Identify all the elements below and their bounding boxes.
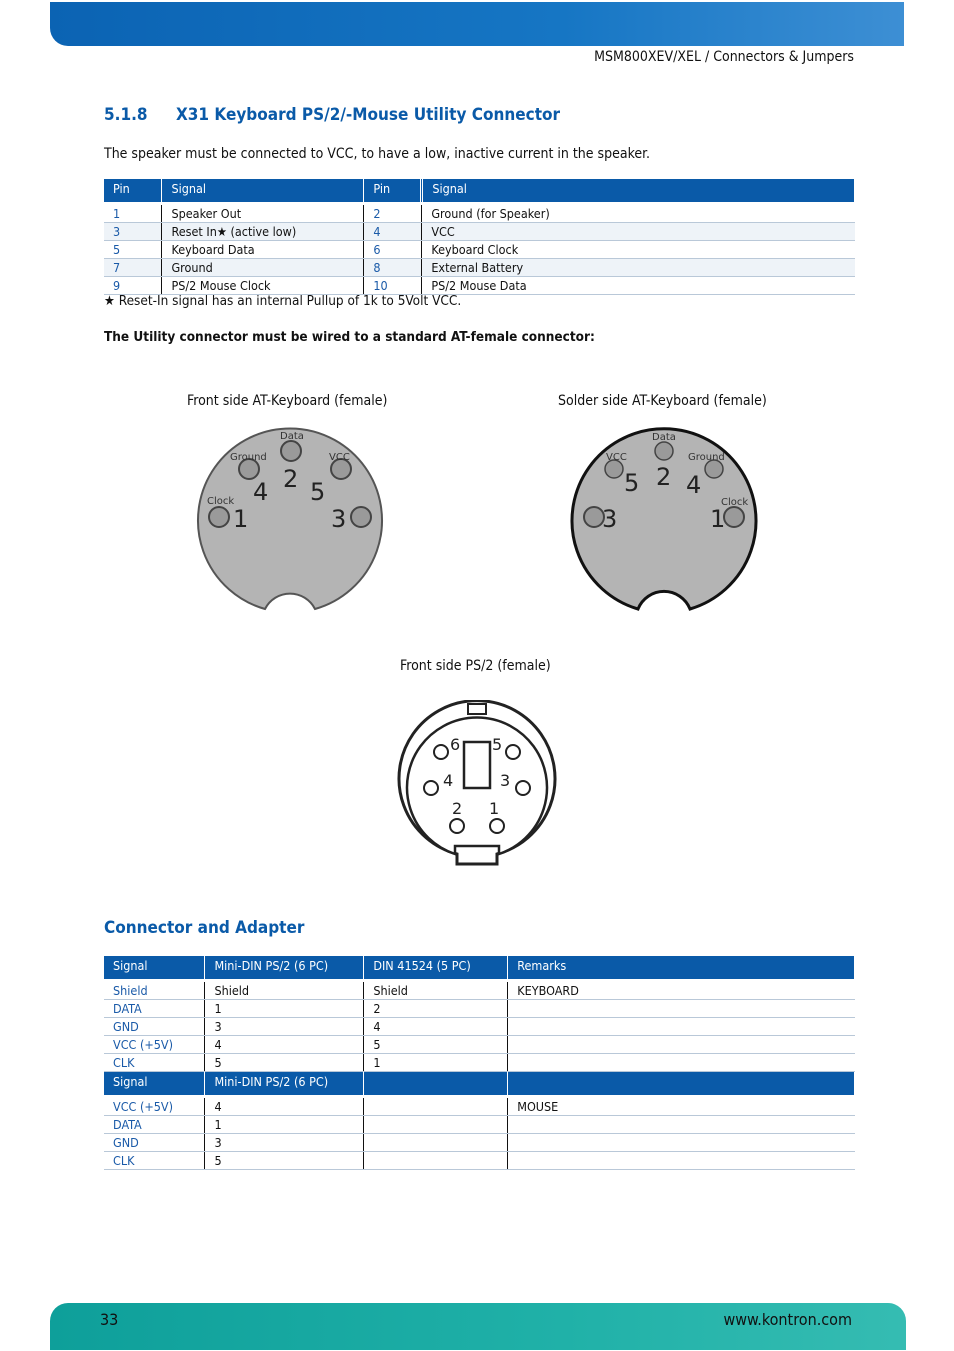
table-row xyxy=(104,277,855,295)
vcc-label: VCC xyxy=(329,452,350,463)
pin-number: 1 xyxy=(710,505,726,533)
pin-cell: 3 xyxy=(104,223,162,241)
pin-number: 2 xyxy=(656,463,672,491)
pin-table-header xyxy=(104,179,855,202)
signal-cell: Ground xyxy=(162,259,364,277)
remarks-cell xyxy=(508,1018,855,1036)
adapter-table xyxy=(104,956,855,1170)
section-title: X31 Keyboard PS/2/-Mouse Utility Connector xyxy=(176,105,561,125)
table-row xyxy=(104,241,855,259)
signal-cell: DATA xyxy=(104,1115,205,1133)
pin-3-hole xyxy=(584,507,604,527)
pin-number: 4 xyxy=(443,771,454,790)
vcc-label: VCC xyxy=(606,452,627,463)
footnote: ★ Reset-In signal has an internal Pullup of 1k to 5Volt VCC. xyxy=(104,293,462,309)
pin-number: 3 xyxy=(331,505,347,533)
pin-cell: 9 xyxy=(104,277,162,295)
signal-cell: VCC (+5V) xyxy=(104,1098,205,1116)
table-row xyxy=(104,1133,855,1151)
signal-cell: PS/2 Mouse Clock xyxy=(162,277,364,295)
header-cell xyxy=(364,1072,508,1095)
din-cell: 2 xyxy=(364,1000,508,1018)
table-row xyxy=(104,982,855,1000)
minidin-cell: 1 xyxy=(205,1115,364,1133)
pin-cell: 7 xyxy=(104,259,162,277)
pin-number: 4 xyxy=(253,478,269,506)
clock-label: Clock xyxy=(207,496,235,507)
signal-cell: External Battery xyxy=(422,259,855,277)
table-row xyxy=(104,1018,855,1036)
pin-number: 4 xyxy=(686,471,702,499)
din-cell xyxy=(364,1098,508,1116)
pin-cell: 2 xyxy=(364,205,422,223)
adapter-table-header xyxy=(104,956,855,979)
document-title: MSM800XEV/XEL / Connectors & Jumpers xyxy=(594,49,854,65)
header-cell: Signal xyxy=(104,956,205,979)
signal-cell: PS/2 Mouse Data xyxy=(422,277,855,295)
table-row xyxy=(104,1098,855,1116)
front-at-caption: Front side AT-Keyboard (female) xyxy=(187,393,388,409)
header-cell: Mini-DIN PS/2 (6 PC) xyxy=(205,956,364,979)
remarks-cell xyxy=(508,1115,855,1133)
pin-cell: 1 xyxy=(104,205,162,223)
remarks-cell xyxy=(508,1133,855,1151)
remarks-cell xyxy=(508,1054,855,1072)
header-cell: DIN 41524 (5 PC) xyxy=(364,956,508,979)
remarks-cell: KEYBOARD xyxy=(508,982,855,1000)
signal-cell: Speaker Out xyxy=(162,205,364,223)
footer-url: www.kontron.com xyxy=(723,1310,852,1329)
header-cell xyxy=(508,1072,855,1095)
remarks-cell xyxy=(508,1000,855,1018)
minidin-cell: 3 xyxy=(205,1018,364,1036)
pin-1-hole xyxy=(209,507,229,527)
pin-number: 1 xyxy=(489,799,500,818)
din-cell: 4 xyxy=(364,1018,508,1036)
table-row xyxy=(104,223,855,241)
table-row xyxy=(104,205,855,223)
table-row xyxy=(104,1115,855,1133)
minidin-cell: 5 xyxy=(205,1054,364,1072)
pin-2-hole xyxy=(655,442,673,460)
pin-number: 1 xyxy=(233,505,249,533)
header-cell: Pin xyxy=(364,179,422,202)
data-label: Data xyxy=(280,431,304,442)
pin-number: 5 xyxy=(492,735,503,754)
pin-5-hole xyxy=(506,745,520,759)
header-cell: Pin xyxy=(104,179,162,202)
signal-cell: GND xyxy=(104,1018,205,1036)
signal-cell: VCC (+5V) xyxy=(104,1036,205,1054)
pin-number: 6 xyxy=(450,735,461,754)
page-number: 33 xyxy=(100,1310,119,1329)
header-cell: Remarks xyxy=(508,956,855,979)
pin-cell: 4 xyxy=(364,223,422,241)
signal-cell: Keyboard Data xyxy=(162,241,364,259)
pin-3-hole xyxy=(516,781,530,795)
intro-paragraph: The speaker must be connected to VCC, to have a low, inactive current in the speaker. xyxy=(104,146,651,162)
footer-bar xyxy=(50,1303,906,1350)
minidin-cell: 5 xyxy=(205,1151,364,1169)
signal-cell: Shield xyxy=(104,982,205,1000)
table-row xyxy=(104,1054,855,1072)
signal-cell: GND xyxy=(104,1133,205,1151)
pin-1-hole xyxy=(724,507,744,527)
din-cell xyxy=(364,1115,508,1133)
front-at-connector-diagram xyxy=(195,425,385,611)
ground-label: Ground xyxy=(230,452,267,463)
pin-table xyxy=(104,179,855,295)
pin-number: 3 xyxy=(602,505,618,533)
table-row xyxy=(104,1151,855,1169)
pin-2-hole xyxy=(450,819,464,833)
minidin-cell: 4 xyxy=(205,1036,364,1054)
pin-6-hole xyxy=(434,745,448,759)
pin-number: 2 xyxy=(283,465,299,493)
solder-at-caption: Solder side AT-Keyboard (female) xyxy=(558,393,767,409)
pin-cell: 8 xyxy=(364,259,422,277)
header-cell: Signal xyxy=(104,1072,205,1095)
section-number: 5.1.8 xyxy=(104,105,148,125)
pin-1-hole xyxy=(490,819,504,833)
din-cell xyxy=(364,1133,508,1151)
pin-number: 2 xyxy=(452,799,463,818)
minidin-cell: 3 xyxy=(205,1133,364,1151)
pin-2-hole xyxy=(281,441,301,461)
signal-cell: VCC xyxy=(422,223,855,241)
clock-label: Clock xyxy=(721,497,749,508)
remarks-cell: MOUSE xyxy=(508,1098,855,1116)
pin-cell: 6 xyxy=(364,241,422,259)
pin-number: 3 xyxy=(500,771,511,790)
signal-cell: CLK xyxy=(104,1054,205,1072)
pin-cell: 10 xyxy=(364,277,422,295)
remarks-cell xyxy=(508,1036,855,1054)
remarks-cell xyxy=(508,1151,855,1169)
signal-cell: DATA xyxy=(104,1000,205,1018)
header-cell: Signal xyxy=(422,179,855,202)
table-row xyxy=(104,259,855,277)
din-cell: Shield xyxy=(364,982,508,1000)
table-row xyxy=(104,1036,855,1054)
pin-4-hole xyxy=(424,781,438,795)
pin-number: 5 xyxy=(310,478,326,506)
adapter-table-subheader xyxy=(104,1072,855,1095)
ps2-key-notch xyxy=(468,704,486,714)
pin-cell: 5 xyxy=(104,241,162,259)
solder-at-connector-diagram xyxy=(568,425,760,611)
ps2-center-key xyxy=(464,742,490,788)
pin-3-hole xyxy=(351,507,371,527)
section-heading xyxy=(104,105,560,125)
wiring-note: The Utility connector must be wired to a standard AT-female connector: xyxy=(104,329,595,345)
signal-cell: CLK xyxy=(104,1151,205,1169)
signal-cell: Keyboard Clock xyxy=(422,241,855,259)
header-cell: Signal xyxy=(162,179,364,202)
din-cell: 1 xyxy=(364,1054,508,1072)
ground-label: Ground xyxy=(688,452,725,463)
table-row xyxy=(104,1000,855,1018)
ps2-caption: Front side PS/2 (female) xyxy=(400,658,551,674)
din-cell xyxy=(364,1151,508,1169)
ps2-connector-diagram xyxy=(393,700,561,868)
pin-number: 5 xyxy=(624,469,640,497)
header-bar xyxy=(50,2,904,46)
signal-cell: Ground (for Speaker) xyxy=(422,205,855,223)
header-cell: Mini-DIN PS/2 (6 PC) xyxy=(205,1072,364,1095)
minidin-cell: Shield xyxy=(205,982,364,1000)
minidin-cell: 1 xyxy=(205,1000,364,1018)
adapter-heading: Connector and Adapter xyxy=(104,918,305,938)
signal-cell: Reset In★ (active low) xyxy=(162,223,364,241)
minidin-cell: 4 xyxy=(205,1098,364,1116)
din-cell: 5 xyxy=(364,1036,508,1054)
data-label: Data xyxy=(652,432,676,443)
